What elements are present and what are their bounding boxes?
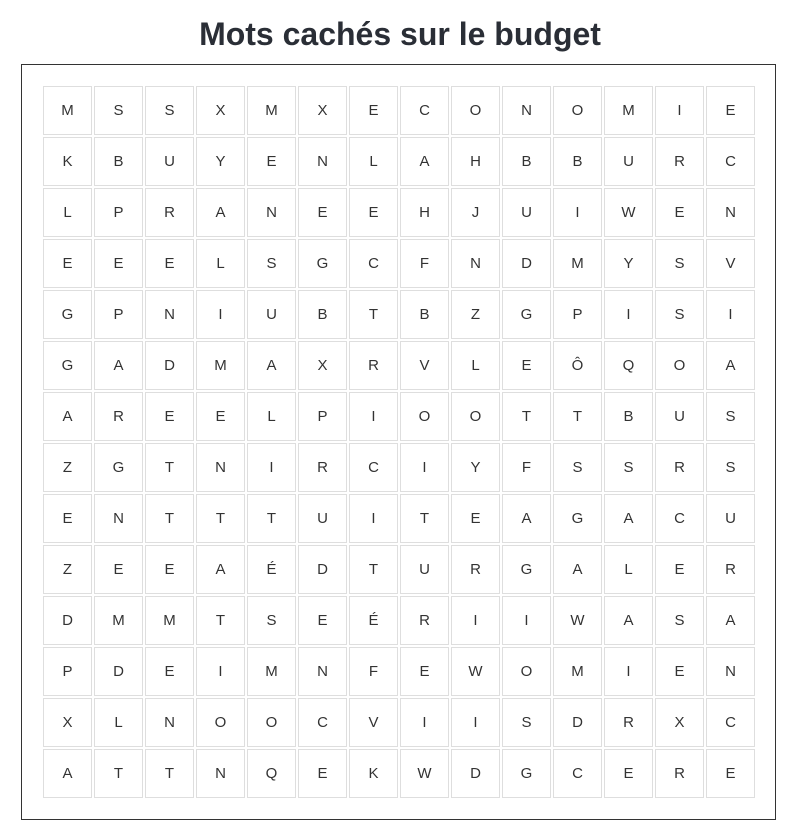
letter-cell[interactable]: A xyxy=(43,392,92,441)
letter-cell[interactable]: R xyxy=(655,749,704,798)
letter-cell[interactable]: R xyxy=(145,188,194,237)
letter-cell[interactable]: N xyxy=(196,443,245,492)
letter-cell[interactable]: X xyxy=(298,341,347,390)
letter-cell[interactable]: E xyxy=(145,647,194,696)
letter-cell[interactable]: Z xyxy=(451,290,500,339)
letter-cell[interactable]: D xyxy=(94,647,143,696)
letter-cell[interactable]: Y xyxy=(451,443,500,492)
letter-cell[interactable]: E xyxy=(43,239,92,288)
letter-cell[interactable]: É xyxy=(349,596,398,645)
letter-cell[interactable]: A xyxy=(553,545,602,594)
letter-cell[interactable]: O xyxy=(196,698,245,747)
letter-cell[interactable]: Z xyxy=(43,545,92,594)
letter-cell[interactable]: O xyxy=(400,392,449,441)
letter-cell[interactable]: É xyxy=(247,545,296,594)
letter-cell[interactable]: C xyxy=(349,443,398,492)
letter-cell[interactable]: K xyxy=(349,749,398,798)
letter-cell[interactable]: I xyxy=(553,188,602,237)
letter-cell[interactable]: S xyxy=(553,443,602,492)
letter-cell[interactable]: S xyxy=(604,443,653,492)
letter-cell[interactable]: E xyxy=(298,749,347,798)
letter-cell[interactable]: E xyxy=(145,239,194,288)
letter-cell[interactable]: N xyxy=(706,188,755,237)
letter-cell[interactable]: U xyxy=(604,137,653,186)
letter-cell[interactable]: N xyxy=(451,239,500,288)
letter-cell[interactable]: N xyxy=(502,86,551,135)
letter-cell[interactable]: T xyxy=(400,494,449,543)
letter-cell[interactable]: B xyxy=(94,137,143,186)
letter-cell[interactable]: M xyxy=(553,647,602,696)
letter-cell[interactable]: V xyxy=(349,698,398,747)
letter-cell[interactable]: Ô xyxy=(553,341,602,390)
letter-cell[interactable]: B xyxy=(553,137,602,186)
letter-cell[interactable]: X xyxy=(196,86,245,135)
letter-cell[interactable]: O xyxy=(553,86,602,135)
letter-cell[interactable]: S xyxy=(247,596,296,645)
letter-cell[interactable]: L xyxy=(43,188,92,237)
letter-cell[interactable]: T xyxy=(349,290,398,339)
letter-cell[interactable]: H xyxy=(400,188,449,237)
letter-cell[interactable]: M xyxy=(604,86,653,135)
letter-cell[interactable]: E xyxy=(298,596,347,645)
letter-cell[interactable]: I xyxy=(196,647,245,696)
letter-cell[interactable]: C xyxy=(706,698,755,747)
letter-cell[interactable]: R xyxy=(298,443,347,492)
letter-cell[interactable]: D xyxy=(553,698,602,747)
letter-cell[interactable]: S xyxy=(247,239,296,288)
letter-cell[interactable]: N xyxy=(145,698,194,747)
letter-cell[interactable]: Q xyxy=(247,749,296,798)
letter-cell[interactable]: B xyxy=(502,137,551,186)
letter-cell[interactable]: S xyxy=(706,392,755,441)
letter-cell[interactable]: E xyxy=(655,545,704,594)
letter-cell[interactable]: Q xyxy=(604,341,653,390)
letter-cell[interactable]: L xyxy=(196,239,245,288)
letter-cell[interactable]: E xyxy=(145,545,194,594)
letter-cell[interactable]: M xyxy=(145,596,194,645)
letter-cell[interactable]: O xyxy=(451,86,500,135)
letter-cell[interactable]: H xyxy=(451,137,500,186)
letter-cell[interactable]: G xyxy=(553,494,602,543)
letter-cell[interactable]: A xyxy=(94,341,143,390)
letter-cell[interactable]: E xyxy=(94,545,143,594)
letter-cell[interactable]: X xyxy=(43,698,92,747)
letter-cell[interactable]: S xyxy=(145,86,194,135)
letter-cell[interactable]: B xyxy=(604,392,653,441)
letter-cell[interactable]: L xyxy=(604,545,653,594)
letter-cell[interactable]: I xyxy=(400,698,449,747)
letter-cell[interactable]: A xyxy=(247,341,296,390)
letter-cell[interactable]: A xyxy=(604,596,653,645)
letter-cell[interactable]: G xyxy=(94,443,143,492)
letter-cell[interactable]: A xyxy=(43,749,92,798)
letter-cell[interactable]: N xyxy=(298,647,347,696)
letter-cell[interactable]: M xyxy=(247,86,296,135)
letter-cell[interactable]: E xyxy=(145,392,194,441)
letter-cell[interactable]: G xyxy=(502,545,551,594)
letter-cell[interactable]: S xyxy=(655,239,704,288)
letter-cell[interactable]: R xyxy=(94,392,143,441)
letter-cell[interactable]: V xyxy=(400,341,449,390)
word-search-board xyxy=(21,64,776,820)
letter-cell[interactable]: L xyxy=(247,392,296,441)
letter-cell[interactable]: W xyxy=(553,596,602,645)
letter-cell[interactable]: D xyxy=(502,239,551,288)
letter-cell[interactable]: D xyxy=(145,341,194,390)
letter-cell[interactable]: T xyxy=(349,545,398,594)
letter-cell[interactable]: E xyxy=(706,86,755,135)
letter-cell[interactable]: E xyxy=(502,341,551,390)
letter-cell[interactable]: T xyxy=(502,392,551,441)
letter-cell[interactable]: A xyxy=(604,494,653,543)
letter-cell[interactable]: E xyxy=(451,494,500,543)
letter-cell[interactable]: N xyxy=(94,494,143,543)
letter-cell[interactable]: N xyxy=(298,137,347,186)
letter-cell[interactable]: O xyxy=(247,698,296,747)
letter-cell[interactable]: I xyxy=(400,443,449,492)
letter-cell[interactable]: F xyxy=(349,647,398,696)
letter-cell[interactable]: P xyxy=(553,290,602,339)
letter-cell[interactable]: T xyxy=(196,494,245,543)
letter-cell[interactable]: E xyxy=(655,647,704,696)
letter-cell[interactable]: R xyxy=(349,341,398,390)
letter-cell[interactable]: V xyxy=(706,239,755,288)
letter-cell[interactable]: M xyxy=(553,239,602,288)
letter-cell[interactable]: B xyxy=(298,290,347,339)
letter-cell[interactable]: E xyxy=(349,86,398,135)
letter-cell[interactable]: N xyxy=(145,290,194,339)
letter-cell[interactable]: D xyxy=(43,596,92,645)
letter-cell[interactable]: W xyxy=(604,188,653,237)
letter-cell[interactable]: C xyxy=(553,749,602,798)
letter-cell[interactable]: S xyxy=(655,290,704,339)
letter-cell[interactable]: X xyxy=(298,86,347,135)
letter-cell[interactable]: C xyxy=(655,494,704,543)
letter-cell[interactable]: W xyxy=(400,749,449,798)
letter-cell[interactable]: T xyxy=(145,494,194,543)
letter-cell[interactable]: P xyxy=(94,188,143,237)
letter-cell[interactable]: N xyxy=(706,647,755,696)
letter-cell[interactable]: A xyxy=(706,341,755,390)
letter-cell[interactable]: E xyxy=(43,494,92,543)
letter-cell[interactable]: D xyxy=(298,545,347,594)
letter-grid xyxy=(43,86,755,798)
letter-cell[interactable]: M xyxy=(94,596,143,645)
letter-cell[interactable]: T xyxy=(145,443,194,492)
letter-cell[interactable]: R xyxy=(706,545,755,594)
letter-cell[interactable]: Y xyxy=(196,137,245,186)
letter-cell[interactable]: X xyxy=(655,698,704,747)
letter-cell[interactable]: A xyxy=(196,188,245,237)
letter-cell[interactable]: E xyxy=(349,188,398,237)
letter-cell[interactable]: I xyxy=(706,290,755,339)
letter-cell[interactable]: T xyxy=(145,749,194,798)
letter-cell[interactable]: W xyxy=(451,647,500,696)
letter-cell[interactable]: K xyxy=(43,137,92,186)
letter-cell[interactable]: L xyxy=(94,698,143,747)
letter-cell[interactable]: C xyxy=(349,239,398,288)
puzzle-title: Mots cachés sur le budget xyxy=(199,16,601,52)
letter-cell[interactable]: E xyxy=(247,137,296,186)
letter-cell[interactable]: I xyxy=(196,290,245,339)
letter-cell[interactable]: I xyxy=(349,392,398,441)
letter-cell[interactable]: A xyxy=(502,494,551,543)
letter-cell[interactable]: G xyxy=(298,239,347,288)
letter-cell[interactable]: T xyxy=(94,749,143,798)
letter-cell[interactable]: I xyxy=(502,596,551,645)
letter-cell[interactable]: I xyxy=(451,698,500,747)
letter-cell[interactable]: C xyxy=(298,698,347,747)
letter-cell[interactable]: E xyxy=(655,188,704,237)
letter-cell[interactable]: L xyxy=(349,137,398,186)
letter-cell[interactable]: E xyxy=(604,749,653,798)
letter-cell[interactable]: J xyxy=(451,188,500,237)
letter-cell[interactable]: E xyxy=(298,188,347,237)
letter-cell[interactable]: R xyxy=(655,443,704,492)
letter-cell[interactable]: U xyxy=(247,290,296,339)
letter-cell[interactable]: S xyxy=(706,443,755,492)
letter-cell[interactable]: A xyxy=(400,137,449,186)
letter-cell[interactable]: T xyxy=(247,494,296,543)
letter-cell[interactable]: Z xyxy=(43,443,92,492)
letter-cell[interactable]: G xyxy=(502,290,551,339)
letter-cell[interactable]: G xyxy=(43,341,92,390)
letter-cell[interactable]: B xyxy=(400,290,449,339)
letter-cell[interactable]: O xyxy=(451,392,500,441)
letter-cell[interactable]: F xyxy=(502,443,551,492)
letter-cell[interactable]: O xyxy=(502,647,551,696)
letter-cell[interactable]: U xyxy=(400,545,449,594)
letter-cell[interactable]: A xyxy=(196,545,245,594)
letter-cell[interactable]: U xyxy=(655,392,704,441)
letter-cell[interactable]: I xyxy=(604,647,653,696)
letter-cell[interactable]: I xyxy=(604,290,653,339)
letter-cell[interactable]: Y xyxy=(604,239,653,288)
letter-cell[interactable]: U xyxy=(298,494,347,543)
letter-cell[interactable]: S xyxy=(94,86,143,135)
letter-cell[interactable]: R xyxy=(400,596,449,645)
letter-cell[interactable]: I xyxy=(655,86,704,135)
letter-cell[interactable]: A xyxy=(706,596,755,645)
letter-cell[interactable]: P xyxy=(298,392,347,441)
letter-cell[interactable]: T xyxy=(553,392,602,441)
letter-cell[interactable]: N xyxy=(247,188,296,237)
letter-cell[interactable]: E xyxy=(706,749,755,798)
letter-cell[interactable]: R xyxy=(451,545,500,594)
letter-cell[interactable]: U xyxy=(502,188,551,237)
letter-cell[interactable]: E xyxy=(196,392,245,441)
letter-cell[interactable]: S xyxy=(502,698,551,747)
letter-cell[interactable]: I xyxy=(451,596,500,645)
letter-cell[interactable]: M xyxy=(247,647,296,696)
letter-cell[interactable]: R xyxy=(655,137,704,186)
letter-cell[interactable]: I xyxy=(349,494,398,543)
letter-cell[interactable]: M xyxy=(43,86,92,135)
letter-cell[interactable]: T xyxy=(196,596,245,645)
letter-cell[interactable]: P xyxy=(94,290,143,339)
letter-cell[interactable]: R xyxy=(604,698,653,747)
letter-cell[interactable]: M xyxy=(196,341,245,390)
letter-cell[interactable]: E xyxy=(94,239,143,288)
letter-cell[interactable]: C xyxy=(706,137,755,186)
letter-cell[interactable]: U xyxy=(145,137,194,186)
letter-cell[interactable]: E xyxy=(400,647,449,696)
letter-cell[interactable]: F xyxy=(400,239,449,288)
letter-cell[interactable]: I xyxy=(247,443,296,492)
letter-cell[interactable]: S xyxy=(655,596,704,645)
letter-cell[interactable]: G xyxy=(502,749,551,798)
letter-cell[interactable]: O xyxy=(655,341,704,390)
letter-cell[interactable]: N xyxy=(196,749,245,798)
letter-cell[interactable]: G xyxy=(43,290,92,339)
letter-cell[interactable]: C xyxy=(400,86,449,135)
letter-cell[interactable]: D xyxy=(451,749,500,798)
letter-cell[interactable]: U xyxy=(706,494,755,543)
letter-cell[interactable]: P xyxy=(43,647,92,696)
letter-cell[interactable]: L xyxy=(451,341,500,390)
